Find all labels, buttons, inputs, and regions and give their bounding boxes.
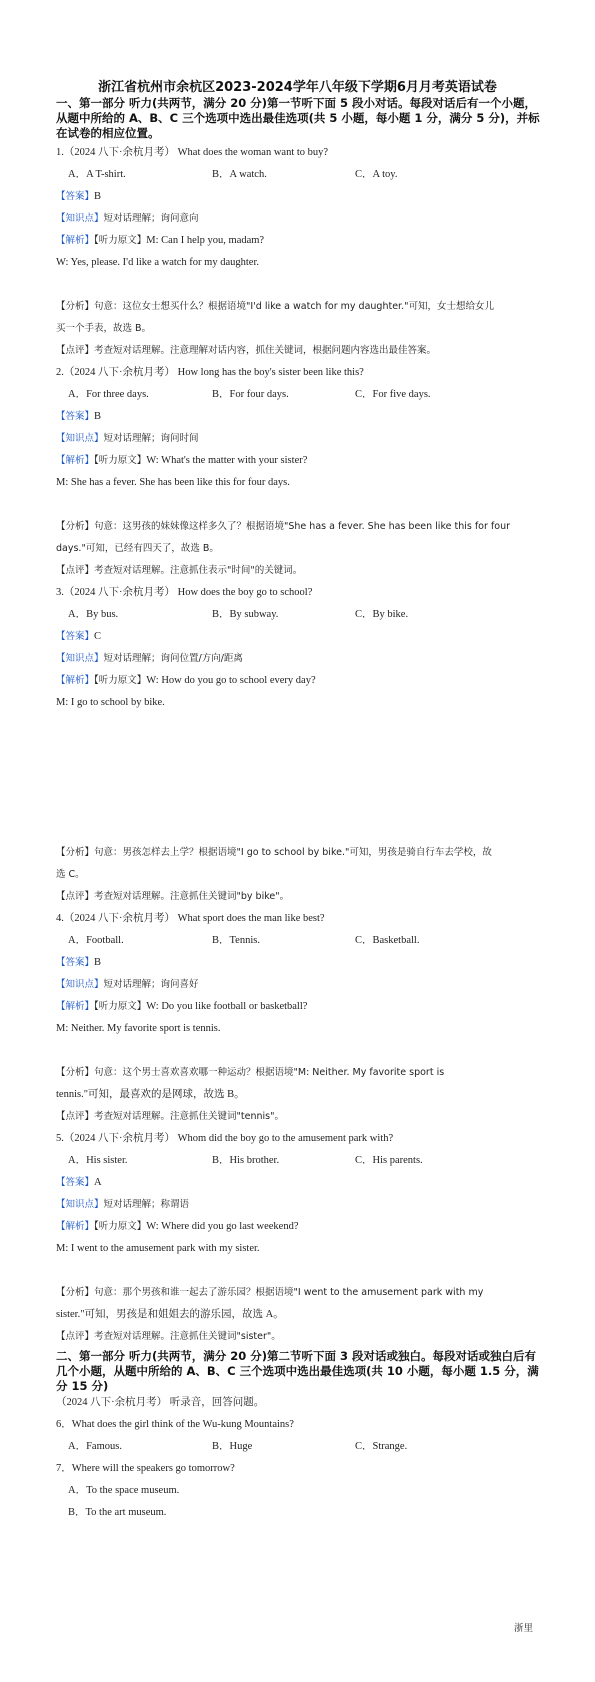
page-footer: 浙里 — [513, 1623, 533, 1634]
q1-stem: 1.（2024 八下·余杭月考） What does the woman want to buy? — [56, 147, 329, 158]
q1-transcript-line2: W: Yes, please. I'd like a watch for my daughter. — [56, 257, 259, 268]
q3-option-b: B．By subway. — [212, 609, 279, 620]
q2-stem: 2.（2024 八下·余杭月考） How long has the boy's sister been like this? — [56, 367, 364, 378]
q4-transcript-line2: M: Neither. My favorite sport is tennis. — [56, 1023, 221, 1034]
q6-stem: 6．What does the girl think of the Wu-kung Mountains? — [56, 1419, 294, 1430]
section1-heading: 一、第一部分 听力(共两节，满分 20 分)第一节听下面 5 段小对话。每段对话后有一个小题，从题中所给的 A、B、C 三个选项中选出最佳选项(共 5 小题，每小题 1 分，满分 5 分)，并标在试卷的相应位置。 — [56, 96, 540, 140]
q1-transcript: 【解析】【听力原文】M: Can I help you, madam? — [56, 235, 265, 246]
q2-answer: 【答案】B — [56, 411, 102, 422]
q5-knowledge: 【知识点】短对话理解；称谓语 — [56, 1199, 190, 1210]
q4-option-a: A．Football. — [68, 935, 124, 946]
q1-analysis: 【分析】句意：这位女士想买什么？根据语境"I'd like a watch for my daughter."可知，女士想给女儿 — [56, 301, 494, 312]
q7-option-a: A．To the space museum. — [68, 1485, 180, 1496]
q5-option-c: C．His parents. — [355, 1155, 423, 1166]
q6-option-b: B．Huge — [212, 1441, 253, 1452]
q4-answer: 【答案】B — [56, 957, 102, 968]
q2-option-a: A．For three days. — [68, 389, 149, 400]
q2-option-b: B．For four days. — [212, 389, 289, 400]
q3-comment: 【点评】考查短对话理解。注意抓住关键词"by bike"。 — [56, 891, 290, 902]
q4-analysis: 【分析】句意：这个男士喜欢喜欢哪一种运动？根据语境"M: Neither. My favorite sport is — [56, 1067, 445, 1078]
q4-analysis-line2: tennis."可知，最喜欢的是网球，故选 B。 — [56, 1089, 245, 1100]
q1-option-b: B．A watch. — [212, 169, 267, 180]
q1-option-c: C．A toy. — [355, 169, 398, 180]
section2-heading: 二、第一部分 听力(共两节，满分 20 分)第二节听下面 3 段对话或独白。每段对话或独白后有几个小题，从题中所给的 A、B、C 三个选项中选出最佳选项(共 10 小题，每小题 1.5 分，满分 15 分) — [56, 1349, 539, 1393]
q5-analysis: 【分析】句意：那个男孩和谁一起去了游乐园？根据语境"I went to the amusement park with my — [56, 1287, 484, 1298]
q1-option-a: A．A T-shirt. — [68, 169, 126, 180]
q6-option-a: A．Famous. — [68, 1441, 122, 1452]
q3-option-a: A．By bus. — [68, 609, 119, 620]
q2-transcript-line2: M: She has a fever. She has been like this for four days. — [56, 477, 290, 488]
q4-knowledge: 【知识点】短对话理解；询问喜好 — [56, 979, 199, 990]
q1-analysis-line2: 买一个手表，故选 B。 — [56, 323, 152, 334]
q4-transcript: 【解析】【听力原文】W: Do you like football or basketball? — [56, 1001, 308, 1012]
section2-intro: （2024 八下·余杭月考） 听录音，回答问题。 — [56, 1397, 265, 1408]
q3-transcript-line2: M: I go to school by bike. — [56, 697, 165, 708]
q2-analysis: 【分析】句意：这男孩的妹妹像这样多久了？根据语境"She has a fever. She has been like this for four — [56, 521, 510, 532]
q2-transcript: 【解析】【听力原文】W: What's the matter with your sister? — [56, 455, 308, 466]
q3-answer: 【答案】C — [56, 631, 102, 642]
q3-option-c: C．By bike. — [355, 609, 409, 620]
q1-knowledge: 【知识点】短对话理解；询问意向 — [56, 213, 199, 224]
q2-option-c: C．For five days. — [355, 389, 431, 400]
q5-option-a: A．His sister. — [68, 1155, 128, 1166]
q5-analysis-line2: sister."可知，男孩是和姐姐去的游乐园，故选 A。 — [56, 1309, 284, 1320]
q5-answer: 【答案】A — [56, 1177, 102, 1188]
q2-knowledge: 【知识点】短对话理解；询问时间 — [56, 433, 199, 444]
q1-answer: 【答案】B — [56, 191, 102, 202]
page-title: 浙江省杭州市余杭区2023-2024学年八年级下学期6月月考英语试卷 — [98, 80, 497, 95]
q1-comment: 【点评】考查短对话理解。注意理解对话内容，抓住关键词，根据问题内容选出最佳答案。 — [56, 345, 437, 356]
q7-option-b: B．To the art museum. — [68, 1507, 167, 1518]
q6-option-c: C．Strange. — [355, 1441, 408, 1452]
q3-stem: 3.（2024 八下·余杭月考） How does the boy go to school? — [56, 587, 313, 598]
q4-option-c: C．Basketball. — [355, 935, 420, 946]
q3-analysis-line2: 选 C。 — [56, 869, 85, 880]
q5-stem: 5.（2024 八下·余杭月考） Whom did the boy go to the amusement park with? — [56, 1133, 394, 1144]
q5-transcript: 【解析】【听力原文】W: Where did you go last weekend? — [56, 1221, 299, 1232]
q4-stem: 4.（2024 八下·余杭月考） What sport does the man like best? — [56, 913, 325, 924]
q3-transcript: 【解析】【听力原文】W: How do you go to school every day? — [56, 675, 316, 686]
q3-knowledge: 【知识点】短对话理解；询问位置/方向/距离 — [56, 653, 243, 664]
q4-comment: 【点评】考查短对话理解。注意抓住关键词"tennis"。 — [56, 1111, 284, 1122]
q5-comment: 【点评】考查短对话理解。注意抓住关键词"sister"。 — [56, 1331, 281, 1342]
q4-option-b: B．Tennis. — [212, 935, 260, 946]
q2-analysis-line2: days."可知，已经有四天了，故选 B。 — [56, 543, 219, 554]
q5-transcript-line2: M: I went to the amusement park with my sister. — [56, 1243, 260, 1254]
q3-analysis: 【分析】句意：男孩怎样去上学？根据语境"I go to school by bike."可知，男孩是骑自行车去学校，故 — [56, 847, 492, 858]
q7-stem: 7．Where will the speakers go tomorrow? — [56, 1463, 235, 1474]
q2-comment: 【点评】考查短对话理解。注意抓住表示"时间"的关键词。 — [56, 565, 303, 576]
q5-option-b: B．His brother. — [212, 1155, 280, 1166]
